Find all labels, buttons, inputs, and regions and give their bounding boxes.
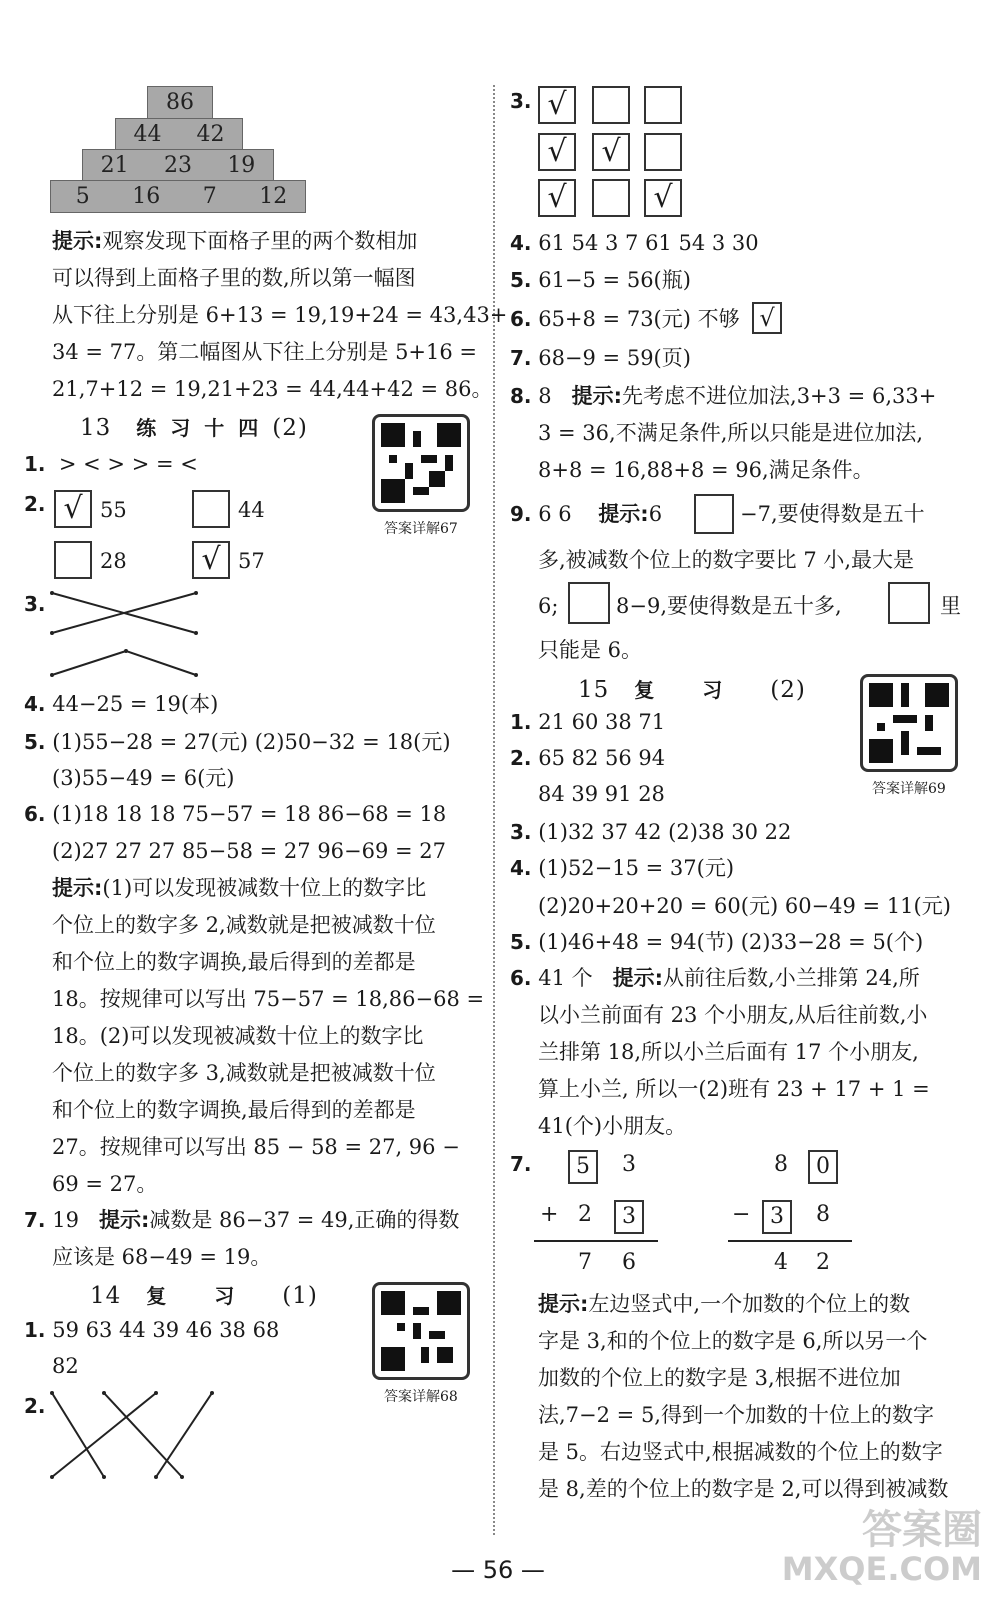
r-r5: 5. (1)46+48 = 94(节) (2)33−28 = 5(个): [510, 930, 924, 954]
page-number: — 56 —: [451, 1556, 545, 1584]
r-q9-2: 多,被减数个位上的数字要比 7 小,最大是: [538, 548, 915, 572]
l-q6-h5: 18。(2)可以发现被减数十位上的数字比: [52, 1024, 424, 1048]
digit: 2: [578, 1202, 592, 1227]
r-r7-h1: 提示:左边竖式中,一个加数的个位上的数: [538, 1292, 911, 1316]
l-q6-2: (2)27 27 27 85−58 = 27 96−69 = 27: [52, 839, 447, 863]
digit-box[interactable]: 5: [568, 1150, 598, 1184]
r-q8-1: 8. 8 提示:先考虑不进位加法,3+3 = 6,33+: [510, 384, 937, 408]
l-r1-1: 1. 59 63 44 39 46 38 68: [24, 1318, 280, 1342]
r-r7-h4: 法,7−2 = 5,得到一个加数的十位上的数字: [538, 1403, 934, 1427]
checkbox-not-enough-checked[interactable]: √: [752, 302, 782, 334]
r-r7-h2: 字是 3,和的个位上的数字是 6,所以另一个: [538, 1329, 928, 1353]
l-r1-2: 82: [52, 1354, 79, 1378]
l-r2-num: 2.: [24, 1394, 46, 1418]
l-q6-h8: 27。按规律可以写出 85 − 58 = 27, 96 −: [52, 1135, 460, 1159]
matching-lines-r2: [44, 1385, 224, 1485]
option-44: 44: [238, 498, 265, 522]
r-r7-h5: 是 5。右边竖式中,根据减数的个位上的数字: [538, 1440, 943, 1464]
checkbox-44-empty[interactable]: [192, 490, 230, 528]
hint-pyramid-line5: 21,7+12 = 19,21+23 = 44,44+42 = 86。: [52, 377, 493, 401]
checkbox-57-checked[interactable]: √: [192, 541, 230, 579]
minus-sign: −: [732, 1202, 751, 1227]
r-q4: 4. 61 54 3 7 61 54 3 30: [510, 231, 759, 255]
option-57: 57: [238, 549, 265, 573]
l-q7-2: 应该是 68−49 = 19。: [52, 1245, 272, 1269]
l-q6-h4: 18。按规律可以写出 75−57 = 18,86−68 =: [52, 987, 485, 1011]
l-q4: 4. 44−25 = 19(本): [24, 692, 219, 716]
r-q9-1b: −7,要使得数是五十: [740, 502, 925, 526]
qr-code-icon[interactable]: [372, 414, 470, 512]
l-q7-1: 7. 19 提示:减数是 86−37 = 49,正确的得数: [24, 1208, 460, 1232]
qr-code-icon[interactable]: [372, 1282, 470, 1380]
blank-box-q9-1[interactable]: [694, 494, 734, 534]
checkbox-r3c1-checked[interactable]: √: [538, 179, 576, 217]
r-r7-h3: 加数的个位上的数字是 3,根据不进位加: [538, 1366, 901, 1390]
digit-box[interactable]: 0: [808, 1150, 838, 1184]
hint-pyramid-line3: 从下往上分别是 6+13 = 19,19+24 = 43,43+: [52, 303, 508, 327]
l-q2-num: 2.: [24, 492, 46, 516]
r-q9-3b: 8−9,要使得数是五十多,: [616, 594, 842, 618]
option-28: 28: [100, 549, 127, 573]
checkbox-r2c2-checked[interactable]: √: [592, 133, 630, 171]
section-title-14: 14 复习(1): [90, 1283, 318, 1309]
r-r1: 1. 21 60 38 71: [510, 710, 666, 734]
checkbox-r2c1-checked[interactable]: √: [538, 133, 576, 171]
r-r4-2: (2)20+20+20 = 60(元) 60−49 = 11(元): [538, 894, 951, 918]
r-q7: 7. 68−9 = 59(页): [510, 346, 691, 370]
watermark-url: MXQE.COM: [781, 1550, 982, 1588]
r-r6-5: 41(个)小朋友。: [538, 1114, 687, 1138]
r-r2-2: 84 39 91 28: [538, 782, 665, 806]
r-q8-3: 8+8 = 16,88+8 = 96,满足条件。: [538, 458, 874, 482]
option-55: 55: [100, 498, 127, 522]
watermark-logo: 答案圈: [862, 1507, 982, 1553]
l-q3-num: 3.: [24, 592, 46, 616]
digit: 3: [622, 1152, 636, 1177]
r-q3-num: 3.: [510, 89, 532, 113]
digit: 7: [578, 1250, 592, 1275]
pyramid-row-2: 44 42: [115, 118, 243, 151]
plus-sign: +: [540, 1202, 559, 1227]
digit: 6: [622, 1250, 636, 1275]
r-r2-1: 2. 65 82 56 94: [510, 746, 666, 770]
r-r6-1: 6. 41 个 提示:从前往后数,小兰排第 24,所: [510, 966, 920, 990]
l-q6-h3: 和个位上的数字调换,最后得到的差都是: [52, 950, 416, 974]
r-r6-4: 算上小兰, 所以一(2)班有 23 + 17 + 1 =: [538, 1077, 930, 1101]
l-q6-h2: 个位上的数字多 2,减数就是把被减数十位: [52, 913, 436, 937]
checkbox-r3c3-checked[interactable]: √: [644, 179, 682, 217]
matching-lines-q3: [44, 585, 214, 685]
checkbox-r2c3-empty[interactable]: [644, 133, 682, 171]
digit: 8: [816, 1202, 830, 1227]
l-q5-1: 5. (1)55−28 = 27(元) (2)50−32 = 18(元): [24, 730, 451, 754]
qr-caption-67: 答案详解67: [384, 521, 458, 537]
r-q9-3c: 里: [940, 594, 961, 618]
r-q9-3a: 6;: [538, 594, 559, 618]
l-q6-h9: 69 = 27。: [52, 1172, 158, 1196]
checkbox-r3c2-empty[interactable]: [592, 179, 630, 217]
checkbox-r1c3-empty[interactable]: [644, 86, 682, 124]
l-q6-h1: 提示:(1)可以发现被减数十位上的数字比: [52, 876, 427, 900]
blank-box-q9-2[interactable]: [568, 582, 610, 624]
checkbox-r1c2-empty[interactable]: [592, 86, 630, 124]
checkbox-55-checked[interactable]: √: [54, 490, 92, 528]
pyramid-row-3: 21 23 19: [82, 149, 274, 182]
l-q6-h6: 个位上的数字多 3,减数就是把被减数十位: [52, 1061, 436, 1085]
digit: 4: [774, 1250, 788, 1275]
r-r3: 3. (1)32 37 42 (2)38 30 22: [510, 820, 792, 844]
digit: 8: [774, 1152, 788, 1177]
blank-box-q9-3[interactable]: [888, 582, 930, 624]
difference-rule: [728, 1240, 852, 1242]
pyramid-row-4: 5 16 7 12: [50, 180, 306, 213]
hint-pyramid-line1: 提示:观察发现下面格子里的两个数相加: [52, 229, 418, 253]
sum-rule: [534, 1240, 658, 1242]
digit: 2: [816, 1250, 830, 1275]
qr-code-icon[interactable]: [860, 674, 958, 772]
hint-pyramid-line2: 可以得到上面格子里的数,所以第一幅图: [52, 266, 416, 290]
r-r6-2: 以小兰前面有 23 个小朋友,从后往前数,小: [538, 1003, 928, 1027]
l-q5-2: (3)55−49 = 6(元): [52, 766, 235, 790]
r-r7-h6: 是 8,差的个位上的数字是 2,可以得到被减数: [538, 1477, 949, 1501]
r-q9-1: 9. 6 6 提示:6: [510, 502, 663, 526]
r-q9-4: 只能是 6。: [538, 638, 643, 662]
l-q6-h7: 和个位上的数字调换,最后得到的差都是: [52, 1098, 416, 1122]
r-r6-3: 兰排第 18,所以小兰后面有 17 个小朋友,: [538, 1040, 919, 1064]
checkbox-r1c1-checked[interactable]: √: [538, 86, 576, 124]
checkbox-28-empty[interactable]: [54, 541, 92, 579]
section-title-13: 13 练习十四(2): [80, 415, 308, 441]
r-q5: 5. 61−5 = 56(瓶): [510, 268, 691, 292]
hint-pyramid-line4: 34 = 77。第二幅图从下往上分别是 5+16 =: [52, 340, 478, 364]
pyramid-row-1: 86: [147, 86, 213, 119]
r-q8-2: 3 = 36,不满足条件,所以只能是进位加法,: [538, 421, 924, 445]
l-q6-1: 6. (1)18 18 18 75−57 = 18 86−68 = 18: [24, 802, 447, 826]
l-q1: 1. > < > > = <: [24, 452, 198, 476]
section-title-15: 15 复习(2): [578, 677, 806, 703]
r-r7-num: 7.: [510, 1152, 532, 1176]
digit-box[interactable]: 3: [614, 1200, 644, 1234]
qr-caption-69: 答案详解69: [872, 781, 946, 797]
digit-box[interactable]: 3: [762, 1200, 792, 1234]
r-r4-1: 4. (1)52−15 = 37(元): [510, 856, 735, 880]
r-q6: 6. 65+8 = 73(元) 不够: [510, 307, 740, 331]
qr-caption-68: 答案详解68: [384, 1389, 458, 1405]
